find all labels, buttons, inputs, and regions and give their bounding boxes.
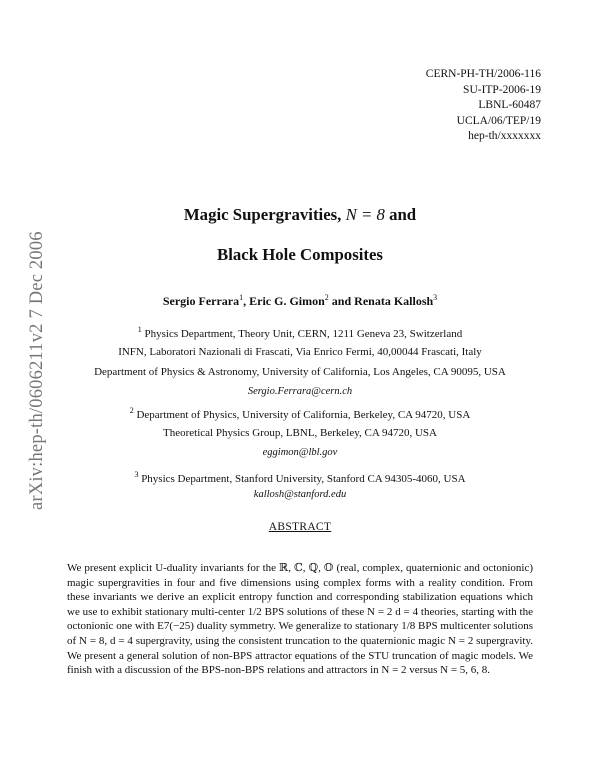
abstract-heading-text: ABSTRACT bbox=[268, 521, 332, 533]
report-number: LBNL-60487 bbox=[478, 99, 541, 112]
affiliation-3 bbox=[0, 470, 600, 485]
author-email: Sergio.Ferrara@cern.ch bbox=[247, 386, 353, 397]
author-name: Renata Kallosh bbox=[354, 294, 434, 308]
author-separator: and bbox=[328, 294, 355, 308]
affiliation-mark: 2 bbox=[129, 406, 134, 415]
paper-title-line-2: Black Hole Composites bbox=[217, 245, 383, 264]
paper-title-line-1 bbox=[0, 205, 600, 225]
author-mark: 2 bbox=[324, 293, 329, 302]
report-number: SU-ITP-2006-19 bbox=[463, 83, 541, 96]
abstract-body: We present explicit U-duality invariants for the ℝ, ℂ, ℚ, 𝕆 (real, complex, quaternionic and octonionic) magic supergravities in four and five dimensions using complex forms with a reality condition. From these invariants we derive an explicit entropy function and corresponding stabilization equations which we use to exhibit stationary multi-center 1/2 BPS solutions of these N = 2 d = 4 theories, starting with the octonionic one with E7(−25) duality symmetry. We generalize to stationary 1/8 BPS multicenter solutions of N = 8, d = 4 supergravity, using the consistent truncation to the quaternionic magic N = 2 supergravity. We present a general solution of non-BPS attractor equations of the STU truncation of magic models. We finish with a discussion of the BPS-non-BPS relations and attractors in N = 2 versus N = 5, 6, 8. bbox=[67, 562, 533, 677]
author-name: Sergio Ferrara bbox=[162, 294, 240, 308]
affiliation-2 bbox=[0, 406, 600, 421]
report-numbers bbox=[426, 67, 541, 145]
author-mark: 3 bbox=[433, 293, 438, 302]
abstract-heading bbox=[0, 521, 600, 533]
affiliation-1 bbox=[0, 325, 600, 340]
affiliation-text: Physics Department, Stanford University, Stanford CA 94305-4060, USA bbox=[141, 473, 466, 485]
report-number: UCLA/06/TEP/19 bbox=[456, 114, 541, 127]
affiliation-text: Department of Physics, University of California, Berkeley, CA 94720, USA bbox=[136, 409, 471, 421]
author-email: eggimon@lbl.gov bbox=[262, 447, 338, 458]
report-number: CERN-PH-TH/2006-116 bbox=[425, 68, 541, 80]
affiliation-mark: 3 bbox=[134, 470, 139, 479]
affiliation-2b: Theoretical Physics Group, LBNL, Berkeley, CA 94720, USA bbox=[163, 427, 437, 439]
affiliation-mark: 1 bbox=[137, 325, 142, 334]
author-mark: 1 bbox=[239, 293, 244, 302]
affiliation-1b: INFN, Laboratori Nazionali di Frascati, Via Enrico Fermi, 40,00044 Frascati, Italy bbox=[118, 346, 482, 358]
title-text: Magic Supergravities, bbox=[183, 205, 346, 224]
author-list bbox=[0, 293, 600, 309]
title-math: N = 8 bbox=[345, 205, 385, 224]
author-name: Eric G. Gimon bbox=[249, 294, 325, 308]
affiliation-text: Physics Department, Theory Unit, CERN, 1211 Geneva 23, Switzerland bbox=[144, 328, 463, 340]
report-number: hep-th/xxxxxxx bbox=[468, 130, 541, 143]
title-suffix: and bbox=[384, 205, 417, 224]
author-separator: , bbox=[243, 294, 250, 308]
affiliation-1c: Department of Physics & Astronomy, University of California, Los Angeles, CA 90095, USA bbox=[94, 366, 506, 378]
arxiv-stamp: arXiv:hep-th/0606211v2 7 Dec 2006 bbox=[27, 231, 47, 510]
author-email: kallosh@stanford.edu bbox=[253, 489, 347, 500]
